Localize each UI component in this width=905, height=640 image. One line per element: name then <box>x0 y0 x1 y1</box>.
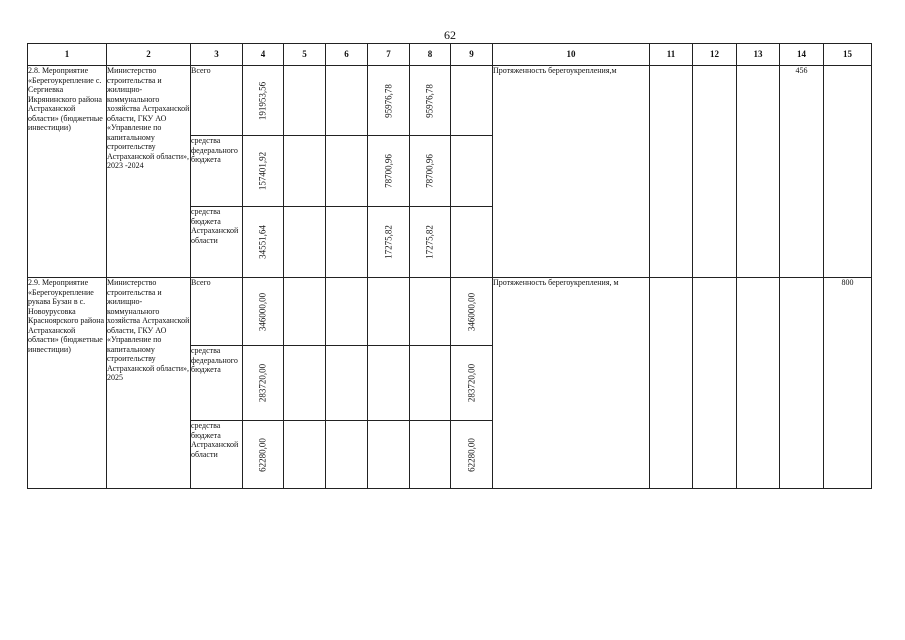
cell-empty <box>326 278 368 346</box>
cell-empty <box>284 421 326 489</box>
funding-source: средства федерального бюджета <box>191 346 243 421</box>
cell-empty <box>284 346 326 421</box>
cell-empty <box>326 66 368 136</box>
cell-2023: 95976,78 <box>368 66 410 136</box>
cell-empty <box>326 346 368 421</box>
col-header-7: 7 <box>368 44 410 66</box>
cell-empty <box>368 421 410 489</box>
cell-empty <box>451 136 493 207</box>
cell-empty <box>650 66 693 278</box>
measure-name: 2.9. Мероприятие «Берегоукрепление рукава Бузан в с. Новоурусовка Красноярского района Астраханской области» (бюджетные инвестиции) <box>28 278 107 489</box>
cell-total: 157401,92 <box>243 136 284 207</box>
col-header-15: 15 <box>824 44 872 66</box>
cell-2025: 283720,00 <box>451 346 493 421</box>
cell-empty <box>368 278 410 346</box>
cell-empty <box>284 278 326 346</box>
cell-total: 191953,56 <box>243 66 284 136</box>
cell-empty <box>780 278 824 489</box>
col-header-3: 3 <box>191 44 243 66</box>
cell-2024: 95976,78 <box>410 66 451 136</box>
cell-empty <box>693 66 737 278</box>
cell-empty <box>284 136 326 207</box>
cell-2025: 346000,00 <box>451 278 493 346</box>
cell-empty <box>326 207 368 278</box>
cell-total: 34551,64 <box>243 207 284 278</box>
measure-name: 2.8. Мероприятие «Берегоукрепление с. Сергиевка Икрянинского района Астраханской области» (бюджетные инвестиции) <box>28 66 107 278</box>
cell-2025: 62280,00 <box>451 421 493 489</box>
cell-2024: 78700,96 <box>410 136 451 207</box>
funding-source: Всего <box>191 278 243 346</box>
indicator-name: Протяженность берегоукрепления,м <box>493 66 650 278</box>
col-header-13: 13 <box>737 44 780 66</box>
table-row <box>28 278 872 346</box>
col-header-10: 10 <box>493 44 650 66</box>
cell-2023: 17275,82 <box>368 207 410 278</box>
cell-2024: 17275,82 <box>410 207 451 278</box>
indicator-value: 800 <box>824 278 872 489</box>
cell-empty <box>650 278 693 489</box>
col-header-4: 4 <box>243 44 284 66</box>
program-table <box>27 43 872 489</box>
funding-source: средства бюджета Астраханской области <box>191 207 243 278</box>
col-header-11: 11 <box>650 44 693 66</box>
cell-empty <box>284 66 326 136</box>
header-row <box>28 44 872 66</box>
measure-executor: Министерство строительства и жилищно-коммунального хозяйства Астраханской области, ГКУ АО «Управление по капитальному строительству Астраханской области», 2023 -2024 <box>107 66 191 278</box>
col-header-9: 9 <box>451 44 493 66</box>
col-header-2: 2 <box>107 44 191 66</box>
cell-empty <box>451 66 493 136</box>
col-header-14: 14 <box>780 44 824 66</box>
cell-2023: 78700,96 <box>368 136 410 207</box>
cell-total: 62280,00 <box>243 421 284 489</box>
col-header-8: 8 <box>410 44 451 66</box>
cell-empty <box>326 421 368 489</box>
funding-source: средства бюджета Астраханской области <box>191 421 243 489</box>
cell-empty <box>284 207 326 278</box>
cell-empty <box>410 421 451 489</box>
indicator-name: Протяженность берегоукрепления, м <box>493 278 650 489</box>
cell-empty <box>326 136 368 207</box>
cell-total: 283720,00 <box>243 346 284 421</box>
page-number: 62 <box>444 28 456 42</box>
cell-empty <box>410 346 451 421</box>
funding-source: средства федерального бюджета <box>191 136 243 207</box>
cell-empty <box>451 207 493 278</box>
cell-empty <box>410 278 451 346</box>
col-header-12: 12 <box>693 44 737 66</box>
measure-executor: Министерство строительства и жилищно-коммунального хозяйства Астраханской области, ГКУ АО «Управление по капитальному строительству Астраханской области», 2025 <box>107 278 191 489</box>
col-header-6: 6 <box>326 44 368 66</box>
cell-total: 346000,00 <box>243 278 284 346</box>
indicator-value: 456 <box>780 66 824 278</box>
cell-empty <box>737 66 780 278</box>
cell-empty <box>737 278 780 489</box>
table-row <box>28 66 872 136</box>
col-header-1: 1 <box>28 44 107 66</box>
funding-source: Всего <box>191 66 243 136</box>
cell-empty <box>824 66 872 278</box>
col-header-5: 5 <box>284 44 326 66</box>
cell-empty <box>693 278 737 489</box>
cell-empty <box>368 346 410 421</box>
